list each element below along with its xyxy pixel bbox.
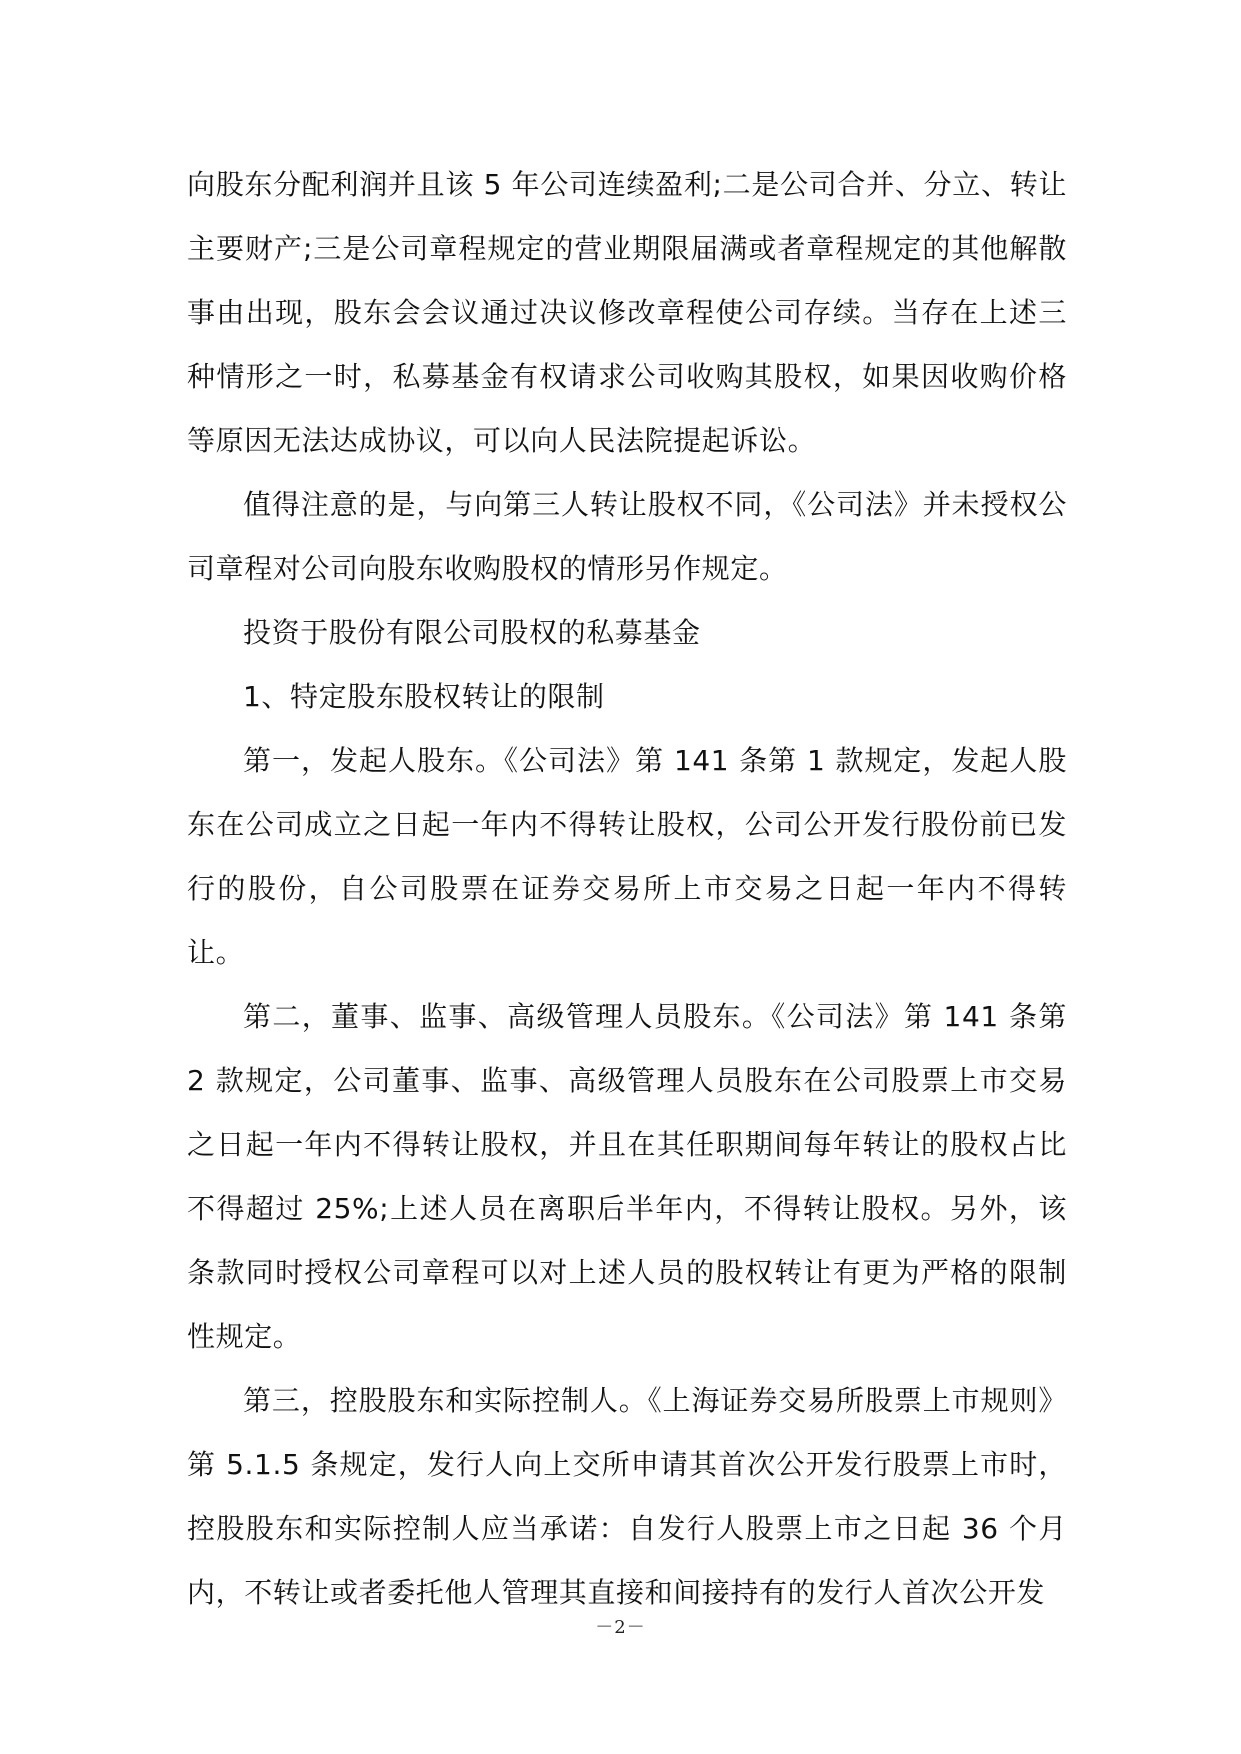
- paragraph-founder-shareholders: 第一，发起人股东。《公司法》第 141 条第 1 款规定，发起人股东在公司成立之日起一年内不得转让股权，公司公开发行股份前已发行的股份，自公司股票在证券交易所上市交易之日起一年内不得转让。: [187, 744, 1067, 969]
- subsection-heading: 1、特定股东股权转让的限制: [243, 680, 605, 713]
- paragraph-directors-supervisors: 第二，董事、监事、高级管理人员股东。《公司法》第 141 条第 2 款规定，公司董事、监事、高级管理人员股东在公司股票上市交易之日起一年内不得转让股权，并且在其任职期间每年转让的股权占比不得超过 25%;上述人员在离职后半年内，不得转让股权。另外，该条款同时授权公司章程可以对上述人员的股权转让有更为严格的限制性规定。: [187, 1000, 1067, 1353]
- document-body: [187, 153, 1067, 1625]
- section-heading: 投资于股份有限公司股权的私募基金: [243, 616, 701, 649]
- paragraph-controlling-shareholders: 第三，控股股东和实际控制人。《上海证券交易所股票上市规则》第 5.1.5 条规定，发行人向上交所申请其首次公开发行股票上市时，控股股东和实际控制人应当承诺：自发行人股票上市之日起 36 个月内，不转让或者委托他人管理其直接和间接持有的发行人首次公开发: [187, 1384, 1067, 1609]
- paragraph-continuation: 向股东分配利润并且该 5 年公司连续盈利;二是公司合并、分立、转让主要财产;三是公司章程规定的营业期限届满或者章程规定的其他解散事由出现，股东会会议通过决议修改章程使公司存续。当存在上述三种情形之一时，私募基金有权请求公司收购其股权，如果因收购价格等原因无法达成协议，可以向人民法院提起诉讼。: [187, 168, 1067, 457]
- page-number: －2－: [595, 1617, 646, 1638]
- paragraph-note: 值得注意的是，与向第三人转让股权不同，《公司法》并未授权公司章程对公司向股东收购股权的情形另作规定。: [187, 488, 1067, 585]
